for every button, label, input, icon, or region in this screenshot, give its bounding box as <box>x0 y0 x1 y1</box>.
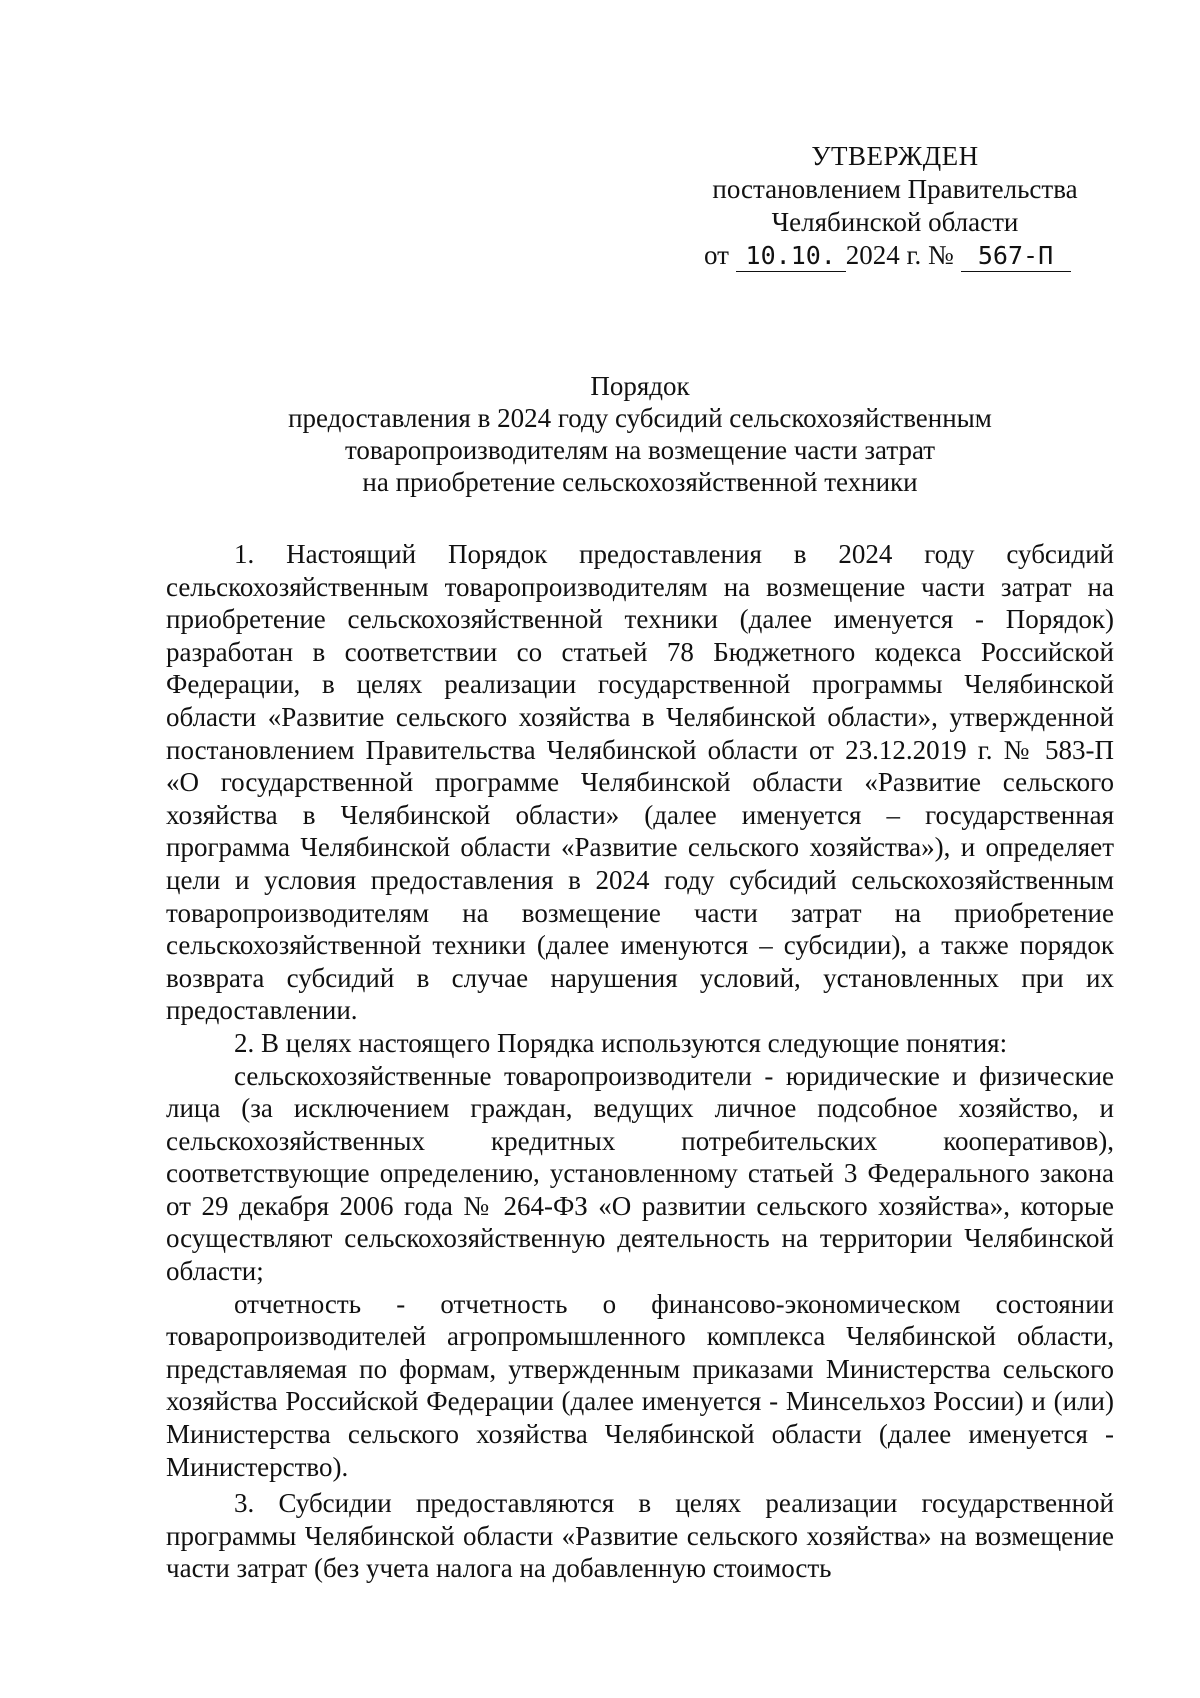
handwritten-number: 567-П <box>961 241 1071 272</box>
definition-producers: сельскохозяйственные товаропроизводители - юридические и физические лица (за исключением граждан, ведущих личное подсобное хозяйство, и сельскохозяйственных кредитных потребительских кооперативов), соответствующие определению, установленному статьей 3 Федерального закона от 29 декабря 2006 года № 264-ФЗ «О развитии сельского хозяйства», которые осуществляют сельскохозяйственную деятельность на территории Челябинской области; <box>166 1060 1114 1287</box>
approval-stamp-block <box>660 140 1130 272</box>
title-line-1: Порядок <box>590 371 690 401</box>
year-number-label: 2024 г. № <box>845 240 954 270</box>
paragraph-3: 3. Субсидии предоставляются в целях реализации государственной программы Челябинской области «Развитие сельского хозяйства» на возмещение части затрат (без учета налога на добавленную стоимость <box>166 1488 1114 1584</box>
title-line-4: на приобретение сельскохозяйственной техники <box>362 467 918 497</box>
title-line-2: предоставления в 2024 году субсидий сельскохозяйственным <box>288 403 992 433</box>
handwritten-date: 10.10. <box>736 241 846 272</box>
definition-reporting: отчетность - отчетность о финансово-экономическом состоянии товаропроизводителей агропромышленного комплекса Челябинской области, представляемая по формам, утвержденным приказами Министерства сельского хозяйства Российской Федерации (далее именуется - Минсельхоз России) и (или) Министерства сельского хозяйства Челябинской области (далее именуется - Министерство). <box>166 1288 1114 1482</box>
approval-line-region: Челябинской области <box>771 207 1019 237</box>
title-line-3: товаропроизводителям на возмещение части затрат <box>344 435 936 465</box>
approval-date-line <box>660 239 1130 272</box>
paragraph-1: 1. Настоящий Порядок предоставления в 2024 году субсидий сельскохозяйственным товаропроизводителям на возмещение части затрат на приобретение сельскохозяйственной техники (далее именуется - Порядок) разработан в соответствии со статьей 78 Бюджетного кодекса Российской Федерации, в целях реализации государственной программы Челябинской области «Развитие сельского хозяйства в Челябинской области», утвержденной постановлением Правительства Челябинской области от 23.12.2019 г. № 583-П «О государственной программе Челябинской области «Развитие сельского хозяйства в Челябинской области» (далее именуется – государственная программа Челябинской области «Развитие сельского хозяйства»), и определяет цели и условия предоставления в 2024 году субсидий сельскохозяйственным товаропроизводителям на возмещение части затрат на приобретение сельскохозяйственной техники (далее именуются – субсидии), а также порядок возврата субсидий в случае нарушения условий, установленных при их предоставлении. <box>166 539 1114 1026</box>
approval-line-decree: постановлением Правительства <box>712 174 1078 204</box>
document-body <box>166 538 1114 1585</box>
paragraph-2: 2. В целях настоящего Порядка используются следующие понятия: <box>234 1027 1008 1058</box>
from-word: от <box>704 240 729 270</box>
document-title <box>170 370 1110 498</box>
approved-heading: УТВЕРЖДЕН <box>811 141 979 171</box>
